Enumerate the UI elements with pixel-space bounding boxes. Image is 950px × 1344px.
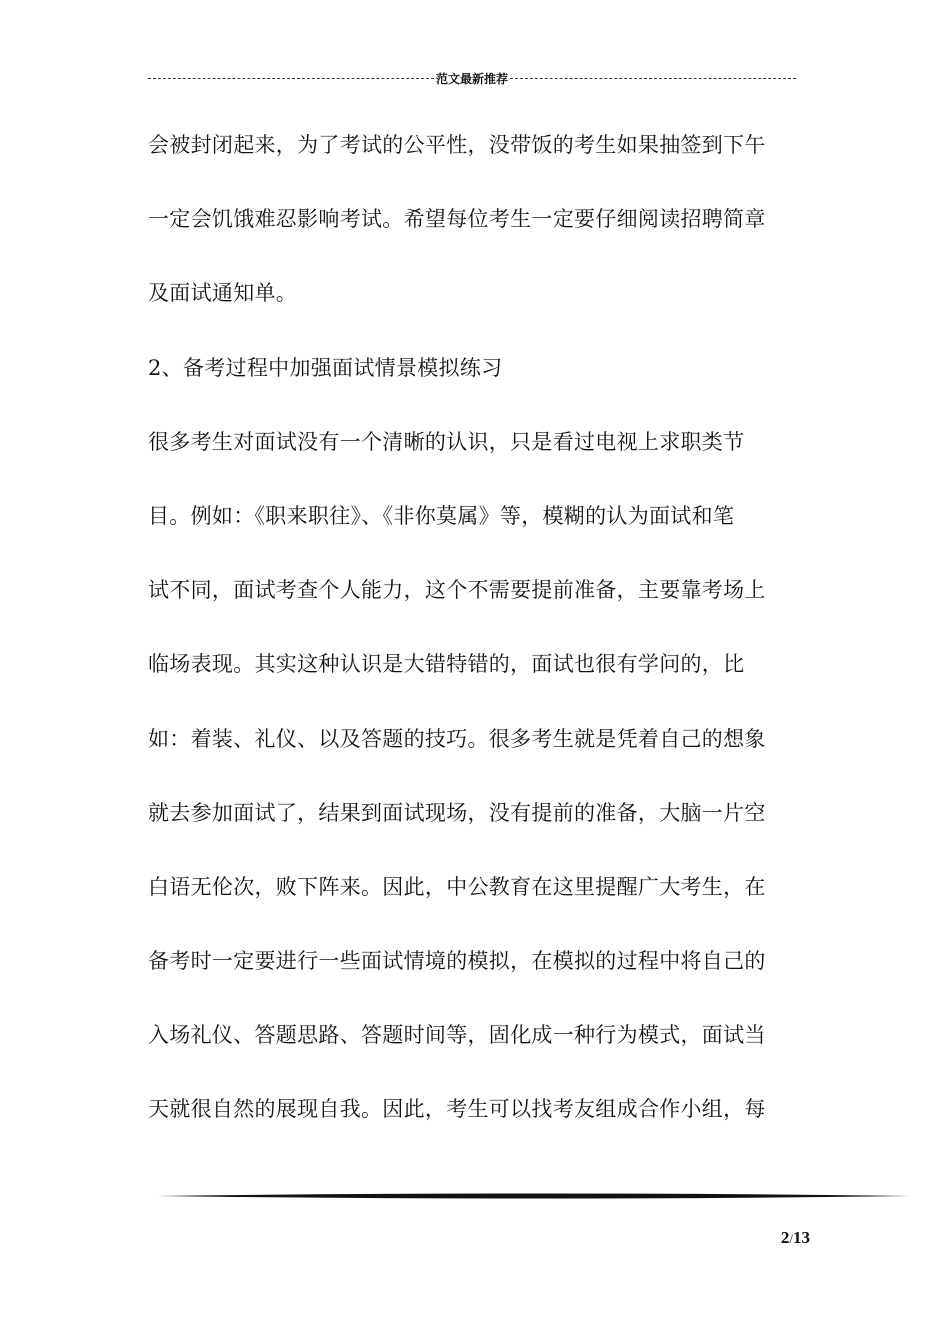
text-line: 会被封闭起来，为了考试的公平性，没带饭的考生如果抽签到下午: [148, 133, 766, 157]
text-line: 一定会饥饿难忍影响考试。希望每位考生一定要仔细阅读招聘简章: [148, 207, 766, 232]
text-line: 白语无伦次，败下阵来。因此，中公教育在这里提醒广大考生，在: [148, 874, 766, 899]
text-line: 就去参加面试了，结果到面试现场，没有提前的准备，大脑一片空: [148, 800, 766, 825]
current-page: 2: [780, 1228, 790, 1247]
header-dash-right: [510, 78, 796, 79]
header-title: 范文最新推荐: [436, 71, 509, 86]
text-line: 及面试通知单。: [148, 281, 298, 306]
text-line: 很多考生对面试没有一个清晰的认识，只是看过电视上求职类节: [148, 429, 745, 454]
page-separator: /: [789, 1231, 793, 1246]
text-line: 如：着装、礼仪、以及答题的技巧。很多考生就是凭着自己的想象: [148, 726, 766, 751]
total-pages: 13: [793, 1228, 810, 1247]
text-line: 临场表现。其实这种认识是大错特错的，面试也很有学问的，比: [148, 652, 745, 677]
section-heading: 2、备考过程中加强面试情景模拟练习: [148, 355, 503, 380]
page-number: [730, 1228, 810, 1248]
footer-rule: [158, 1190, 910, 1202]
header-dash-left: [148, 78, 434, 79]
document-body: [148, 120, 808, 1159]
text-line: 天就很自然的展现自我。因此，考生可以找考友组成合作小组，每: [148, 1097, 766, 1122]
text-line: 入场礼仪、答题思路、答题时间等，固化成一种行为模式，面试当: [148, 1023, 766, 1048]
text-line: 备考时一定要进行一些面试情境的模拟，在模拟的过程中将自己的: [148, 949, 766, 974]
text-line: 目。例如：《职来职往》、《非你莫属》等，模糊的认为面试和笔: [148, 503, 735, 528]
text-line: 试不同，面试考查个人能力，这个不需要提前准备，主要靠考场上: [148, 578, 766, 603]
page-header: [148, 68, 796, 88]
